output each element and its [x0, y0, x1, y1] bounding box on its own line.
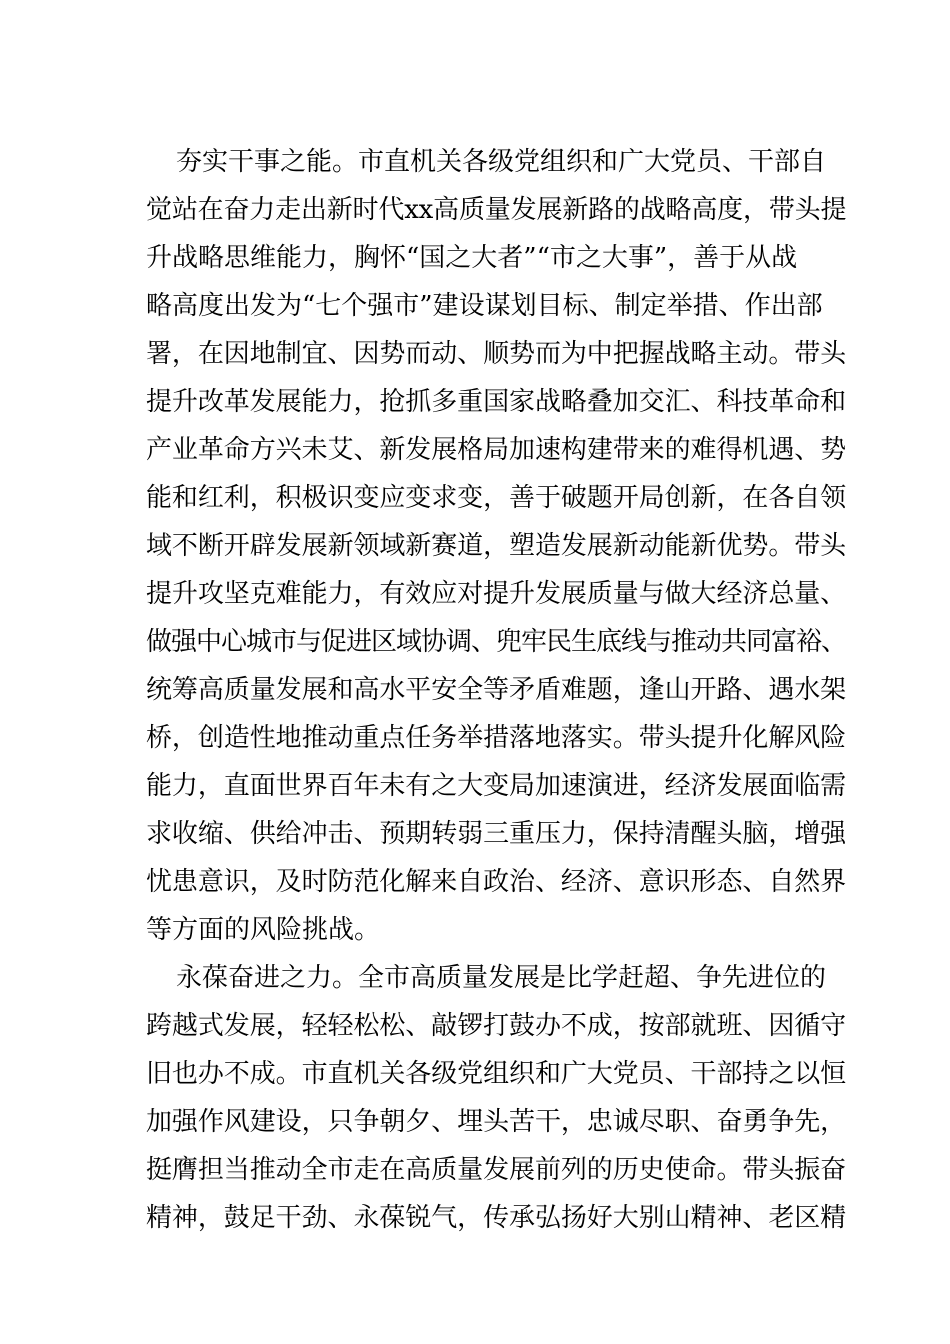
text-line: 忧患意识，及时防范化解来自政治、经济、意识形态、自然界 [146, 867, 847, 897]
text-line: 产业革命方兴未艾、新发展格局加速构建带来的难得机遇、势 [146, 435, 847, 465]
text-line: 能力，直面世界百年未有之大变局加速演进，经济发展面临需 [146, 771, 847, 801]
paragraph-1 [146, 138, 846, 954]
text-line: 求收缩、供给冲击、预期转弱三重压力，保持清醒头脑，增强 [146, 819, 847, 849]
text-line: 署，在因地制宜、因势而动、顺势而为中把握战略主动。带头 [146, 339, 847, 369]
text-line: 旧也办不成。市直机关各级党组织和广大党员、干部持之以恒 [146, 1059, 847, 1089]
text-line: 能和红利，积极识变应变求变，善于破题开局创新，在各自领 [146, 483, 847, 513]
text-line: 永葆奋进之力。全市高质量发展是比学赶超、争先进位的 [176, 963, 827, 993]
text-line: 精神，鼓足干劲、永葆锐气，传承弘扬好大别山精神、老区精 [146, 1203, 847, 1233]
text-line: 桥，创造性地推动重点任务举措落地落实。带头提升化解风险 [146, 723, 847, 753]
text-line: 加强作风建设，只争朝夕、埋头苦干，忠诚尽职、奋勇争先， [146, 1107, 847, 1137]
document-body [146, 138, 846, 1242]
text-line: 升战略思维能力，胸怀“国之大者”“市之大事”，善于从战 [146, 243, 798, 273]
text-line: 域不断开辟发展新领域新赛道，塑造发展新动能新优势。带头 [146, 531, 847, 561]
text-line: 提升改革发展能力，抢抓多重国家战略叠加交汇、科技革命和 [146, 387, 847, 417]
text-line: 略高度出发为“七个强市”建设谋划目标、制定举措、作出部 [146, 291, 823, 321]
text-line: 提升攻坚克难能力，有效应对提升发展质量与做大经济总量、 [146, 579, 847, 609]
paragraph-2 [146, 954, 846, 1242]
text-line: 觉站在奋力走出新时代xx高质量发展新路的战略高度，带头提 [146, 195, 847, 225]
text-line: 夯实干事之能。市直机关各级党组织和广大党员、干部自 [176, 147, 827, 177]
text-line: 跨越式发展，轻轻松松、敲锣打鼓办不成，按部就班、因循守 [146, 1011, 847, 1041]
text-line: 挺膺担当推动全市走在高质量发展前列的历史使命。带头振奋 [146, 1155, 847, 1185]
text-line: 做强中心城市与促进区域协调、兜牢民生底线与推动共同富裕、 [146, 627, 847, 657]
text-line: 等方面的风险挑战。 [146, 915, 381, 945]
text-line: 统筹高质量发展和高水平安全等矛盾难题，逢山开路、遇水架 [146, 675, 847, 705]
